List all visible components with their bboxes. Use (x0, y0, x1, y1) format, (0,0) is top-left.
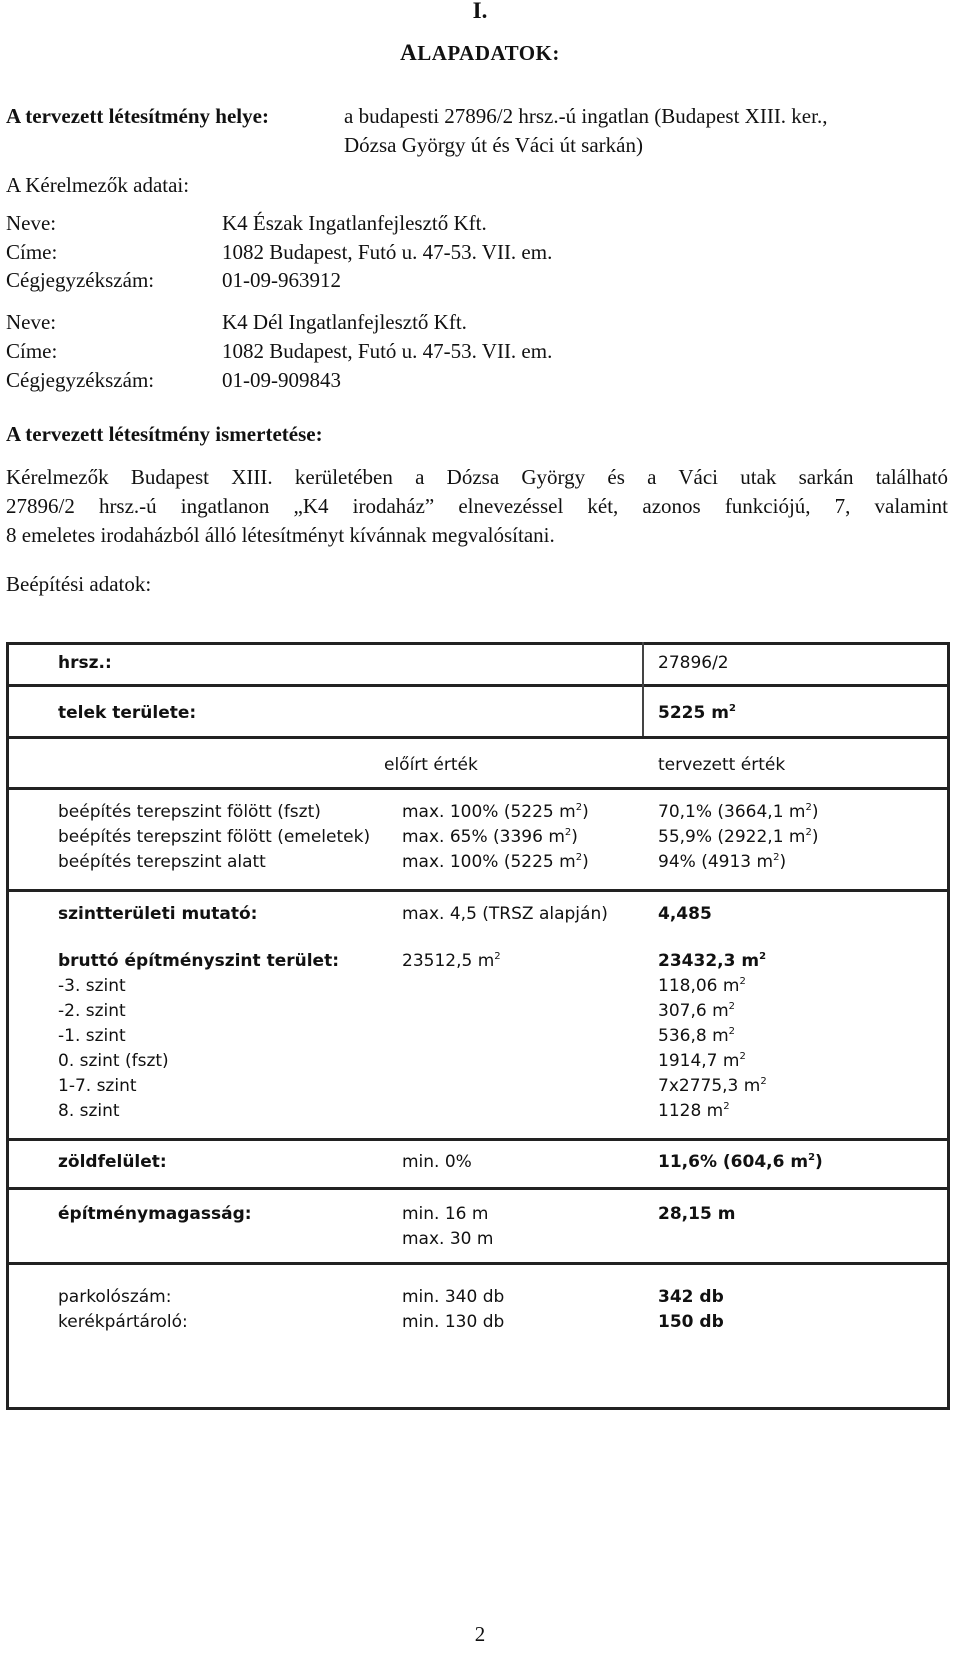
value-end: ) (582, 852, 589, 872)
plot-area-value (658, 700, 736, 726)
unit-sup: 2 (760, 1076, 767, 1087)
value-text: 118,06 m (658, 976, 740, 996)
far-prescribed: max. 4,5 (TRSZ alapján) (402, 904, 608, 924)
applicant-1-name-label: Neve: (6, 211, 57, 235)
bike-storage-planned: 150 db (658, 1312, 724, 1332)
value-end: ) (811, 802, 819, 822)
applicant-1-address: 1082 Budapest, Futó u. 47-53. VII. em. (222, 240, 553, 264)
table-border-left (6, 642, 9, 1410)
value-end: ) (582, 802, 589, 822)
bike-storage-label: kerékpártároló: (58, 1312, 188, 1332)
value-text: 7x2775,3 m (658, 1076, 761, 1096)
heading-rest: LAPADATOK: (417, 41, 560, 65)
value-text: 70,1% (3664,1 m (658, 802, 806, 822)
value-text: 94% (4913 m (658, 852, 774, 872)
gross-area-label: bruttó építményszint terület: (58, 951, 339, 971)
value-text: 307,6 m (658, 1001, 729, 1021)
applicant-2-registry-label: Cégjegyzékszám: (6, 368, 155, 392)
value-text: 1128 m (658, 1101, 724, 1121)
unit-sup: 2 (728, 1001, 736, 1012)
plot-area-label: telek területe: (58, 703, 197, 723)
green-area-label: zöldfelület: (58, 1152, 167, 1172)
site-label: A tervezett létesítmény helye: (6, 104, 269, 128)
coverage-row-3-label: beépítés terepszint alatt (58, 852, 266, 872)
table-rule (6, 684, 950, 687)
value-text: max. 100% (5225 m (402, 852, 576, 872)
unit-sup: 2 (805, 827, 812, 838)
description-line-1: Kérelmezők Budapest XIII. kerületében a Dózsa György és a Váci utak sarkán található (6, 465, 948, 489)
parking-label: parkolószám: (58, 1287, 172, 1307)
plot-area-unit-sup: 2 (728, 703, 736, 714)
hrsz-label: hrsz.: (58, 653, 112, 673)
level-row-label: 0. szint (fszt) (58, 1051, 169, 1071)
level-row-value (658, 973, 746, 999)
col-header-prescribed: előírt érték (384, 755, 478, 775)
heading-first-letter: A (400, 40, 418, 65)
far-planned: 4,485 (658, 904, 712, 924)
table-rule (6, 1138, 950, 1141)
green-area-prescribed: min. 0% (402, 1152, 472, 1172)
value-end: ) (811, 827, 819, 847)
applicant-1-registry-label: Cégjegyzékszám: (6, 268, 155, 292)
unit-sup: 2 (805, 802, 812, 813)
applicants-heading: A Kérelmezők adatai: (6, 173, 190, 197)
col-header-planned: tervezett érték (658, 755, 786, 775)
table-rule (6, 1187, 950, 1190)
unit-sup: 2 (728, 1026, 736, 1037)
coverage-row-3-prescribed (402, 849, 589, 875)
value-text: max. 100% (5225 m (402, 802, 576, 822)
building-data-label: Beépítési adatok: (6, 572, 152, 596)
coverage-row-1-prescribed (402, 799, 589, 825)
value-text: 23512,5 m (402, 951, 495, 971)
site-line-1: a budapesti 27896/2 hrsz.-ú ingatlan (Budapest XIII. ker., (344, 104, 828, 128)
level-row-value (658, 1098, 730, 1124)
level-row-label: -3. szint (58, 976, 126, 996)
level-row-label: 8. szint (58, 1101, 120, 1121)
hrsz-value: 27896/2 (658, 653, 729, 673)
table-rule (6, 642, 950, 645)
green-area-planned (658, 1149, 823, 1175)
applicant-1-name: K4 Észak Ingatlanfejlesztő Kft. (222, 211, 487, 235)
applicant-2-address: 1082 Budapest, Futó u. 47-53. VII. em. (222, 339, 553, 363)
value-text: max. 65% (3396 m (402, 827, 565, 847)
applicant-2-registry: 01-09-909843 (222, 368, 341, 392)
unit-sup: 2 (575, 852, 583, 863)
section-heading (0, 40, 960, 66)
plot-area-number: 5225 m (658, 703, 729, 723)
building-height-min: min. 16 m (402, 1204, 489, 1224)
level-row-value (658, 1023, 735, 1049)
applicant-2-name-label: Neve: (6, 310, 57, 334)
chapter-number: I. (472, 0, 488, 23)
unit-sup: 2 (723, 1101, 730, 1112)
level-row-label: -2. szint (58, 1001, 126, 1021)
unit-sup: 2 (808, 1152, 816, 1163)
table-rule (6, 889, 950, 892)
page-number: 2 (474, 1622, 486, 1646)
building-data-table (6, 642, 950, 1410)
value-text: 536,8 m (658, 1026, 729, 1046)
parking-planned: 342 db (658, 1287, 724, 1307)
description-line-2: 27896/2 hrsz.-ú ingatlanon „K4 irodaház” elnevezéssel két, azonos funkciójú, 7, valamint (6, 494, 948, 518)
table-column-divider (642, 642, 644, 736)
table-rule (6, 787, 950, 790)
unit-sup: 2 (759, 951, 767, 962)
level-row-label: -1. szint (58, 1026, 126, 1046)
coverage-row-2-label: beépítés terepszint fölött (emeletek) (58, 827, 371, 847)
description-heading: A tervezett létesítmény ismertetése: (6, 422, 323, 446)
applicant-1-address-label: Címe: (6, 240, 58, 264)
far-label: szintterületi mutató: (58, 904, 258, 924)
unit-sup: 2 (773, 852, 780, 863)
building-height-label: építménymagasság: (58, 1204, 252, 1224)
table-border-right (947, 642, 950, 1410)
value-end: ) (779, 852, 787, 872)
unit-sup: 2 (564, 827, 572, 838)
level-row-value (658, 998, 735, 1024)
unit-sup: 2 (739, 976, 746, 987)
level-row-value (658, 1048, 746, 1074)
coverage-row-2-prescribed (402, 824, 578, 850)
coverage-row-2-planned (658, 824, 819, 850)
site-line-2: Dózsa György út és Váci út sarkán) (344, 133, 643, 157)
gross-area-planned (658, 948, 766, 974)
unit-sup: 2 (494, 951, 501, 962)
unit-sup: 2 (575, 802, 583, 813)
value-text: 11,6% (604,6 m (658, 1152, 809, 1172)
table-rule (6, 1262, 950, 1265)
applicant-2-name: K4 Dél Ingatlanfejlesztő Kft. (222, 310, 467, 334)
building-height-planned: 28,15 m (658, 1204, 736, 1224)
value-end: ) (571, 827, 578, 847)
value-text: 55,9% (2922,1 m (658, 827, 806, 847)
level-row-label: 1-7. szint (58, 1076, 137, 1096)
value-text: 23432,3 m (658, 951, 760, 971)
level-row-value (658, 1073, 767, 1099)
gross-area-prescribed (402, 948, 501, 974)
coverage-row-1-label: beépítés terepszint fölött (fszt) (58, 802, 321, 822)
building-height-max: max. 30 m (402, 1229, 494, 1249)
applicant-2-address-label: Címe: (6, 339, 58, 363)
applicant-1-registry: 01-09-963912 (222, 268, 341, 292)
coverage-row-3-planned (658, 849, 786, 875)
table-rule (6, 1407, 950, 1410)
description-line-3: 8 emeletes irodaházból álló létesítményt kívánnak megvalósítani. (6, 523, 555, 547)
value-text: 1914,7 m (658, 1051, 740, 1071)
coverage-row-1-planned (658, 799, 819, 825)
table-rule (6, 736, 950, 739)
parking-prescribed: min. 340 db (402, 1287, 505, 1307)
value-end: ) (815, 1152, 823, 1172)
unit-sup: 2 (739, 1051, 746, 1062)
bike-storage-prescribed: min. 130 db (402, 1312, 505, 1332)
